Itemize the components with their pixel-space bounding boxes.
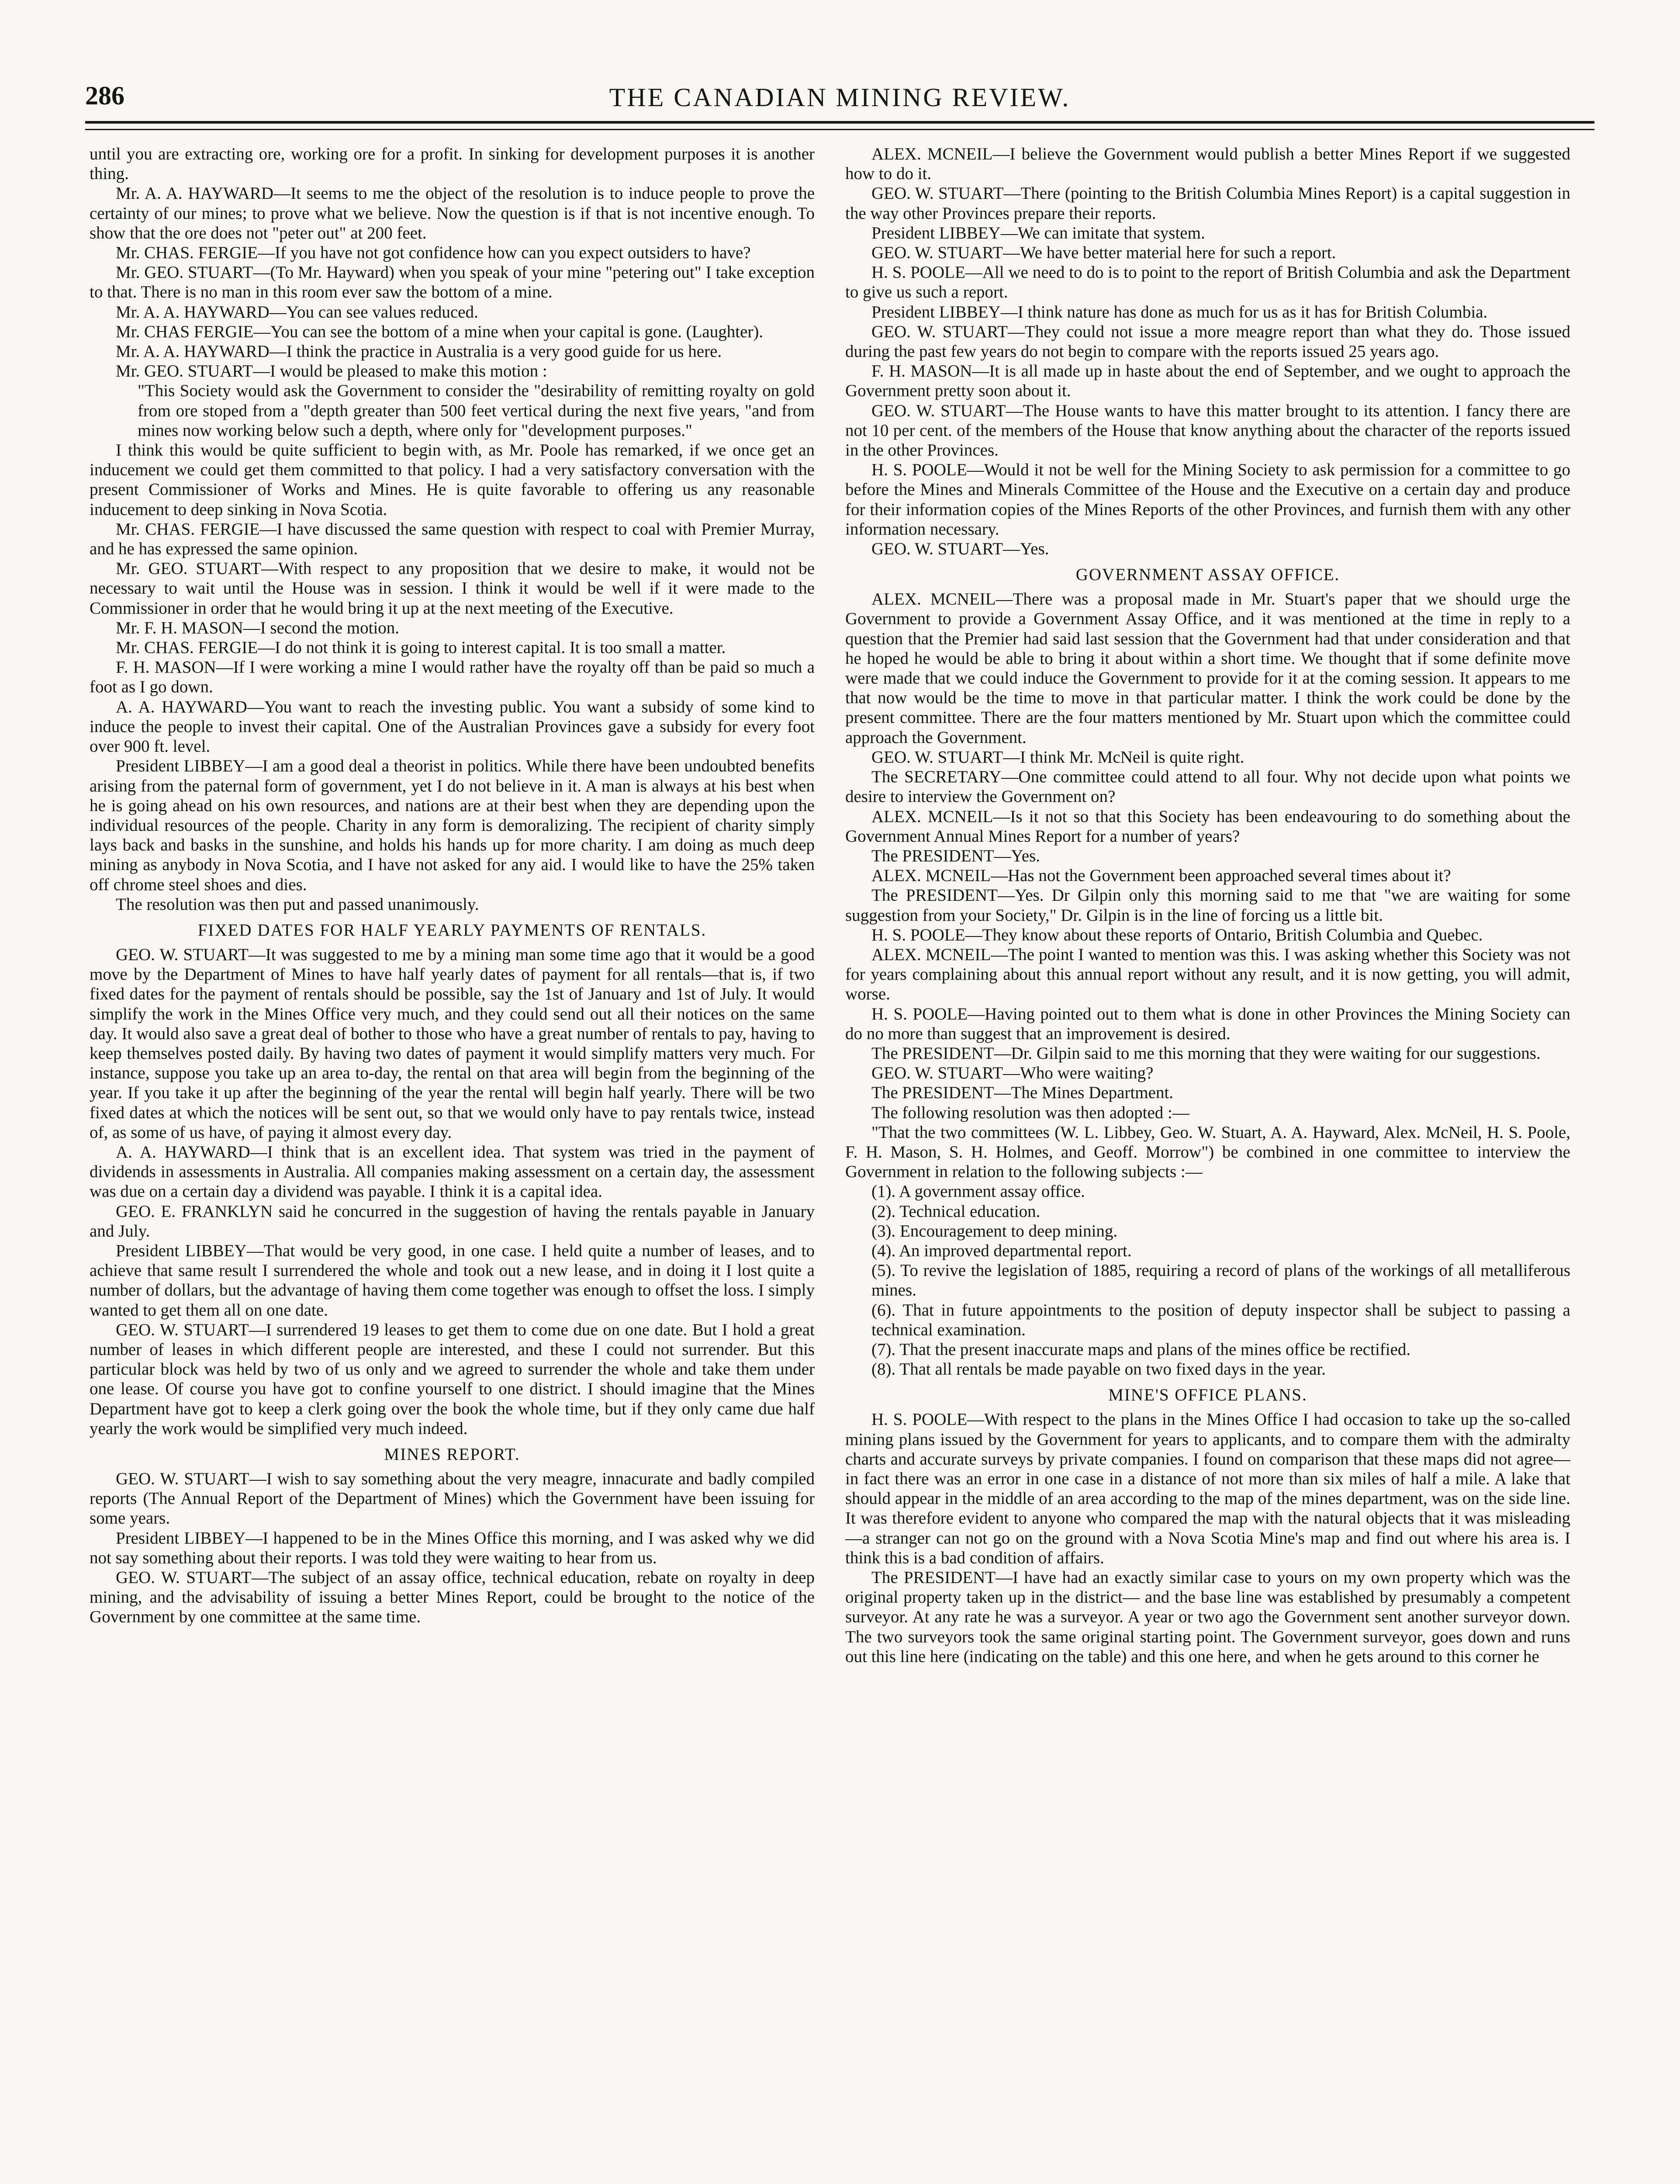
page-header bbox=[85, 81, 1594, 133]
paragraph: GEO. W. STUART—I think Mr. McNeil is quite right. bbox=[871, 747, 1244, 767]
paragraph: I think this would be quite sufficient to begin with, as Mr. Poole has remarked, if we once get an inducement we could get them committed to that policy. I had a very satisfactory conversation with the present Commissioner of Works and Mines. He is quite favorable to offering us any reasonable inducement to deep sinking in Nova Scotia. bbox=[90, 441, 815, 519]
section-heading-office-plans: MINE'S OFFICE PLANS. bbox=[1108, 1386, 1307, 1405]
paragraph: Mr. CHAS. FERGIE—I have discussed the same question with respect to coal with Premier Murray, and he has expressed the same opinion. bbox=[90, 519, 815, 559]
paragraph: GEO. W. STUART—Who were waiting? bbox=[871, 1064, 1154, 1083]
paragraph: ALEX. MCNEIL—The point I wanted to mention was this. I was asking whether this Society was not for years complaining about this annual report without any result, and it is now getting, you will admit, worse. bbox=[845, 945, 1570, 1004]
journal-title: THE CANADIAN MINING REVIEW. bbox=[609, 83, 1071, 112]
paragraph: ALEX. MCNEIL—I believe the Government would publish a better Mines Report if we suggested how to do it. bbox=[845, 145, 1570, 183]
paragraph: ALEX. MCNEIL—Is it not so that this Society has been endeavouring to do something about the Government Annual Mines Report for a number of years? bbox=[845, 807, 1570, 846]
paragraph: The PRESIDENT—I have had an exactly similar case to yours on my own property which was the original property taken up in the district— and the base line was established by presumably a competent surveyor. At any rate he was a surveyor. A year or two ago the Government sent another surveyor down. The two surveyors took the same original starting point. The Government surveyor, goes down and runs out this line here (indicating on the table) and this one here, and when he gets around to this corner he bbox=[845, 1568, 1570, 1666]
paragraph: GEO. E. FRANKLYN said he concurred in the suggestion of having the rentals payable in January and July. bbox=[90, 1202, 815, 1241]
paragraph: H. S. POOLE—They know about these reports of Ontario, British Columbia and Quebec. bbox=[871, 925, 1483, 944]
list-item: (1). A government assay office. bbox=[871, 1182, 1085, 1201]
paragraph: GEO. W. STUART—We have better material here for such a report. bbox=[871, 243, 1336, 263]
paragraph: GEO. W. STUART—The House wants to have this matter brought to its attention. I fancy there are not 10 per cent. of the members of the House that know anything about the character of the reports issued in the other Provinces. bbox=[845, 401, 1570, 460]
paragraph: GEO. W. STUART—It was suggested to me by a mining man some time ago that it would be a good move by the Department of Mines to have half yearly dates of payment for all rentals—that is, if two fixed dates for the payment of rentals should be possible, say the 1st of January and 1st of July. It would simplify the work in the Mines Office very much, and they could send out all their notices on the same day. It would also save a great deal of bother to those who have a great number of rentals to pay, having to keep themselves posted daily. By having two dates of payment it would simplify matters very much. For instance, suppose you take up an area to-day, the rental on that area will begin from the beginning of the year. If you take it up after the beginning of the year the rental will begin half yearly. There will be two fixed dates at which the notices will be sent out, so that we would only have to pay rentals twice, instead of, as some of us have, of paying it almost every day. bbox=[90, 945, 815, 1142]
paragraph: Mr. A. A. HAYWARD—It seems to me the object of the resolution is to induce people to prove the certainty of our mines; to prove what we believe. Now the question is if that is not incentive enough. To show that the ore does not "peter out" at 200 feet. bbox=[90, 184, 815, 242]
paragraph: GEO. W. STUART—Yes. bbox=[871, 539, 1049, 559]
list-item: (4). An improved departmental report. bbox=[871, 1241, 1132, 1260]
paragraph: GEO. W. STUART—I wish to say something about the very meagre, innacurate and badly compiled reports (The Annual Report of the Department of Mines) which the Government have been issuing for some years. bbox=[90, 1469, 815, 1528]
paragraph: Mr. CHAS. FERGIE—If you have not got confidence how can you expect outsiders to have? bbox=[116, 243, 751, 263]
resolution-list bbox=[845, 1182, 1570, 1379]
header-rule-thin bbox=[85, 129, 1594, 130]
paragraph: The PRESIDENT—Yes. bbox=[871, 846, 1040, 865]
paragraph: Mr. F. H. MASON—I second the motion. bbox=[116, 618, 400, 637]
paragraph: President LIBBEY—I am a good deal a theorist in politics. While there have been undoubted benefits arising from the paternal form of government, yet I do not believe in it. A man is always at his best when he is going ahead on his own resources, and nations are at their best when they are depending upon the individual resources of the people. Charity in any form is demoralizing. The recipient of charity simply lays back and basks in the sunshine, and holds his hands up for more charity. I am doing as much deep mining as anybody in Nova Scotia, and I have not asked for any aid. I would like to have the 25% taken off chrome steel shoes and dies. bbox=[90, 757, 815, 894]
paragraph: GEO. W. STUART—There (pointing to the British Columbia Mines Report) is a capital suggestion in the way other Provinces prepare their reports. bbox=[845, 184, 1570, 223]
paragraph: until you are extracting ore, working ore for a profit. In sinking for development purposes it is another thing. bbox=[90, 145, 815, 183]
page-number: 286 bbox=[85, 81, 124, 110]
paragraph: ALEX. MCNEIL—Has not the Government been approached several times about it? bbox=[871, 866, 1451, 885]
paragraph: H. S. POOLE—Would it not be well for the Mining Society to ask permission for a committee to go before the Mines and Minerals Committee of the House and the Executive on a certain day and produce for their information copies of the Mines Reports of the other Provinces, and furnish them with any other information necessary. bbox=[845, 460, 1570, 539]
paragraph: President LIBBEY—We can imitate that system. bbox=[871, 223, 1205, 242]
paragraph: GEO. W. STUART—The subject of an assay office, technical education, rebate on royalty in deep mining, and the advisability of issuing a better Mines Report, could be brought to the notice of the Government by one committee at the same time. bbox=[90, 1568, 815, 1627]
paragraph: President LIBBEY—That would be very good, in one case. I held quite a number of leases, and to achieve that same result I surrendered the whole and took out a new lease, and in doing it I lost quite a number of dollars, but the advantage of having them come together was enough to offset the loss. I simply wanted to get them all on one date. bbox=[90, 1241, 815, 1320]
paragraph: F. H. MASON—If I were working a mine I would rather have the royalty off than be paid so much a foot as I go down. bbox=[90, 658, 815, 697]
left-column bbox=[90, 144, 815, 2184]
paragraph: President LIBBEY—I happened to be in the Mines Office this morning, and I was asked why we did not say something about their reports. I was told they were waiting to hear from us. bbox=[90, 1528, 815, 1567]
paragraph: A. A. HAYWARD—You want to reach the investing public. You want a subsidy of some kind to induce the people to invest their capital. One of the Australian Provinces gave a subsidy for every foot over 900 ft. level. bbox=[90, 697, 815, 756]
paragraph: The PRESIDENT—Yes. Dr Gilpin only this morning said to me that "we are waiting for some suggestion from your Society," Dr. Gilpin is in the line of forcing us a little bit. bbox=[845, 886, 1570, 925]
paragraph: Mr. A. A. HAYWARD—I think the practice in Australia is a very good guide for us here. bbox=[116, 342, 722, 361]
paragraph: Mr. CHAS. FERGIE—I do not think it is going to interest capital. It is too small a matter. bbox=[116, 638, 726, 657]
motion-quote: "This Society would ask the Government to consider the "desirability of remitting royalty on gold from ore stoped from a "depth greater than 500 feet vertical during the next five years, "and from mines now working below such a depth, where only for "development purposes." bbox=[138, 381, 815, 440]
paragraph: H. S. POOLE—All we need to do is to point to the report of British Columbia and ask the Department to give us such a report. bbox=[845, 263, 1570, 302]
paragraph: Mr. CHAS FERGIE—You can see the bottom of a mine when your capital is gone. (Laughter). bbox=[116, 322, 764, 341]
list-item: (7). That the present inaccurate maps and plans of the mines office be rectified. bbox=[871, 1340, 1411, 1359]
paragraph: Mr. GEO. STUART—(To Mr. Hayward) when you speak of your mine "petering out" I take exception to that. There is no man in this room ever saw the bottom of a mine. bbox=[90, 263, 815, 302]
paragraph: H. S. POOLE—Having pointed out to them what is done in other Provinces the Mining Society can do no more than suggest that an improvement is desired. bbox=[845, 1004, 1570, 1043]
section-heading-mines-report: MINES REPORT. bbox=[384, 1445, 520, 1464]
paragraph: The following resolution was then adopted :— bbox=[871, 1103, 1189, 1122]
list-item: (3). Encouragement to deep mining. bbox=[871, 1221, 1118, 1241]
paragraph: "That the two committees (W. L. Libbey, Geo. W. Stuart, A. A. Hayward, Alex. McNeil, H. S. Poole, F. H. Mason, S. H. Holmes, and Geoff. Morrow") be combined in one committee to interview the Government in relation to the following subjects :— bbox=[845, 1123, 1570, 1182]
paragraph: Mr. GEO. STUART—I would be pleased to make this motion : bbox=[116, 362, 547, 381]
section-heading-rentals: FIXED DATES FOR HALF YEARLY PAYMENTS OF RENTALS. bbox=[197, 920, 707, 940]
paragraph: The SECRETARY—One committee could attend to all four. Why not decide upon what points we desire to interview the Government on? bbox=[845, 767, 1570, 806]
paragraph: ALEX. MCNEIL—There was a proposal made in Mr. Stuart's paper that we should urge the Government to provide a Government Assay Office, and it was mentioned at the time in reply to a question that the Premier had said last session that the Government had that under consideration and that he hoped he would be able to bring it about within a short time. We thought that if some definite move were made that we could induce the Government to provide for it at the coming session. It appears to me that now would be the time to move in that particular matter. I think the work could be done by the present committee. There are the four matters mentioned by Mr. Stuart upon which the committee could approach the Government. bbox=[845, 590, 1570, 747]
section-heading-assay-office: GOVERNMENT ASSAY OFFICE. bbox=[1075, 565, 1340, 584]
paragraph: F. H. MASON—It is all made up in haste about the end of September, and we ought to approach the Government pretty soon about it. bbox=[845, 362, 1570, 401]
paragraph: Mr. GEO. STUART—With respect to any proposition that we desire to make, it would not be necessary to wait until the House was in session. I think it would be well if it were made to the Commissioner in order that he would bring it up at the next meeting of the Executive. bbox=[90, 559, 815, 618]
list-item: (8). That all rentals be made payable on two fixed days in the year. bbox=[871, 1360, 1326, 1379]
paragraph: A. A. HAYWARD—I think that is an excellent idea. That system was tried in the payment of dividends in assessments in Australia. All companies making assessment on a certain day, the assessment was due on a certain day a dividend was payable. I think it is a capital idea. bbox=[90, 1142, 815, 1201]
paragraph: The PRESIDENT—Dr. Gilpin said to me this morning that they were waiting for our suggestions. bbox=[871, 1044, 1541, 1063]
list-item: (2). Technical education. bbox=[871, 1202, 1040, 1221]
header-rule bbox=[85, 121, 1594, 124]
paragraph: President LIBBEY—I think nature has done as much for us as it has for British Columbia. bbox=[871, 302, 1488, 321]
list-item: (5). To revive the legislation of 1885, requiring a record of plans of the workings of all metalliferous mines. bbox=[871, 1261, 1570, 1300]
paragraph: GEO. W. STUART—I surrendered 19 leases to get them to come due on one date. But I hold a great number of leases in which different people are interested, and these I could not surrender. But this particular block was held by two of us only and we agreed to surrender the whole and take them under one lease. Of course you have got to confine yourself to one district. I should imagine that the Mines Department have got to keep a clerk going over the book the whole time, but if they only came due half yearly the work would be simplified very much indeed. bbox=[90, 1320, 815, 1438]
list-item: (6). That in future appointments to the position of deputy inspector shall be subject to passing a technical examination. bbox=[871, 1300, 1570, 1339]
right-column bbox=[845, 144, 1570, 2184]
paragraph: GEO. W. STUART—They could not issue a more meagre report than what they do. Those issued during the past few years do not begin to compare with the reports issued 25 years ago. bbox=[845, 322, 1570, 361]
paragraph: H. S. POOLE—With respect to the plans in the Mines Office I had occasion to take up the so-called mining plans issued by the Government for years to applicants, and to compare them with the admiralty charts and accurate surveys by private companies. I found on comparison that these maps did not agree—in fact there was an error in one case in a distance of not more than six miles of half a mile. A lake that should appear in the middle of an area according to the map of the mines department, was on the side line. It was therefore evident to anyone who compared the map with the natural objects that it was misleading—a stranger can not go on the ground with a Nova Scotia Mine's map and find out where his area is. I think this is a bad condition of affairs. bbox=[845, 1410, 1570, 1567]
paragraph: The resolution was then put and passed unanimously. bbox=[116, 895, 479, 914]
paragraph: Mr. A. A. HAYWARD—You can see values reduced. bbox=[116, 302, 478, 321]
paragraph: The PRESIDENT—The Mines Department. bbox=[871, 1083, 1174, 1102]
